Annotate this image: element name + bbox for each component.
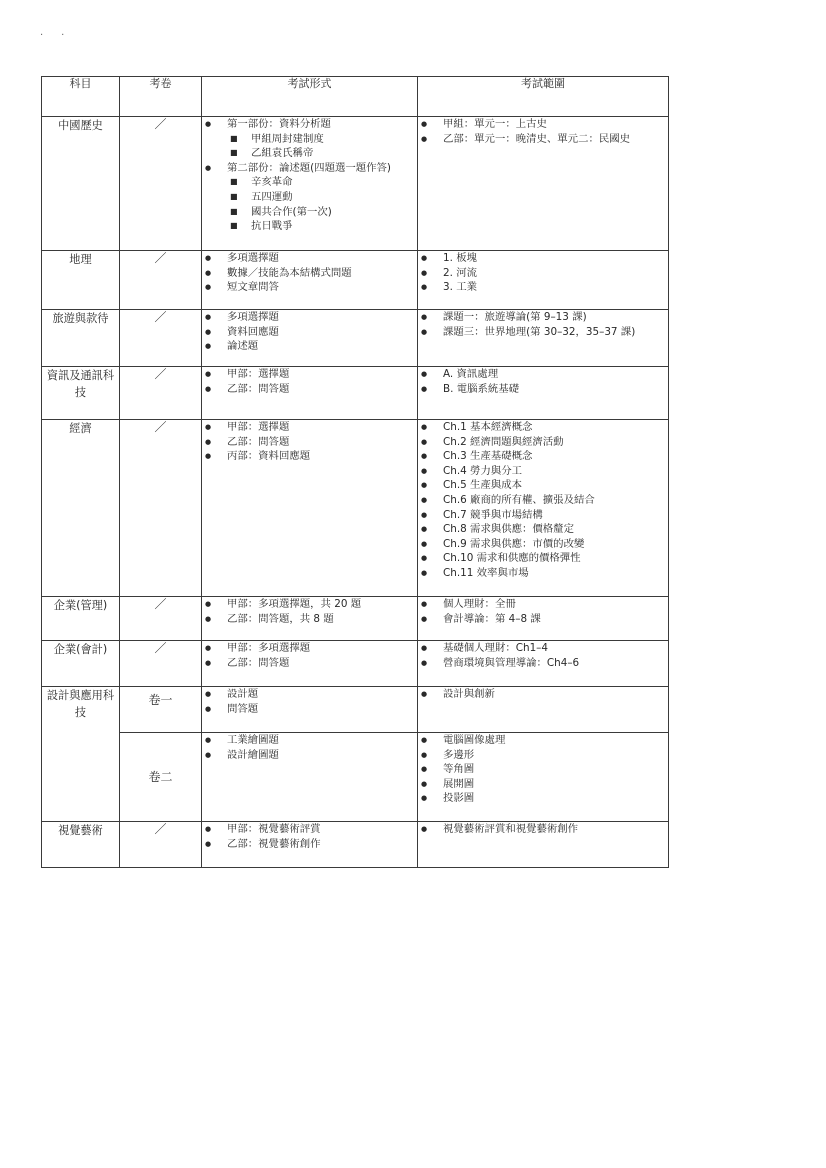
scope-item: ● Ch.3 生產基礎概念 [418,449,668,464]
format-item: ● 乙部：視覺藝術創作 [202,837,417,852]
format-item: ● 甲部：視覺藝術評賞 [202,822,417,837]
format-item: ● 第二部份：論述題(四題選一題作答) ■ 辛亥革命 ■ 五四運動 ■ 國共合作(第一次) ■ 抗日戰爭 [202,161,417,234]
paper-cell: ／ [120,251,202,310]
exam-table [41,76,669,868]
row-business-accounting [42,641,669,687]
scan-specks: ·· [40,30,83,41]
scope-item: ● Ch.6 廠商的所有權、擴張及結合 [418,493,668,508]
format-item: ● 數據／技能為本結構式問題 [202,266,417,281]
format-item: ● 第一部份：資料分析題 ■ 甲組周封建制度 ■ 乙組袁氏稱帝 [202,117,417,161]
scope-item: ● 視覺藝術評賞和視覺藝術創作 [418,822,668,837]
paper-cell: ／ [120,117,202,251]
scope-cell [418,310,669,367]
row-ict [42,367,669,420]
row-tourism [42,310,669,367]
row-dat-paper2 [42,733,669,822]
format-cell [202,310,418,367]
scope-item: ● 課題三：世界地理(第 30–32，35–37 課) [418,325,668,340]
scope-item: ● 多邊形 [418,748,668,763]
paper-cell: 卷二 [120,733,202,822]
paper-cell: ／ [120,822,202,868]
row-visual-arts [42,822,669,868]
paper-cell: ／ [120,641,202,687]
scope-item: ● A. 資訊處理 [418,367,668,382]
format-item: ● 乙部：問答題 [202,435,417,450]
scope-item: ● 2. 河流 [418,266,668,281]
subject-cell: 企業(會計) [42,641,120,687]
scope-cell [418,251,669,310]
scope-cell [418,822,669,868]
scope-item: ● Ch.4 勞力與分工 [418,464,668,479]
format-item: ● 設計繪圖題 [202,748,417,763]
format-item: ● 乙部：問答題 [202,382,417,397]
paper-cell: ／ [120,367,202,420]
scope-item: ● 營商環境與管理導論：Ch4–6 [418,656,668,671]
scope-item: ● Ch.9 需求與供應：市價的改變 [418,537,668,552]
scope-cell [418,420,669,597]
format-subitem: ■ 甲組周封建制度 [227,132,417,147]
header-scope: 考試範圍 [418,77,669,117]
paper-cell: ／ [120,597,202,641]
format-item: ● 甲部：多項選擇題 [202,641,417,656]
scope-cell [418,687,669,733]
scope-item: ● 1. 板塊 [418,251,668,266]
scope-item: ● Ch.5 生產與成本 [418,478,668,493]
scope-item: ● 設計與創新 [418,687,668,702]
scope-item: ● 個人理財：全冊 [418,597,668,612]
subject-cell: 設計與應用科技 [42,687,120,822]
scope-item: ● Ch.7 競爭與市場結構 [418,508,668,523]
row-chinese-history [42,117,669,251]
format-cell [202,687,418,733]
subject-cell: 經濟 [42,420,120,597]
format-item: ● 資料回應題 [202,325,417,340]
subject-cell: 企業(管理) [42,597,120,641]
paper-cell: 卷一 [120,687,202,733]
format-cell [202,367,418,420]
scope-item: ● Ch.2 經濟問題與經濟活動 [418,435,668,450]
header-format: 考試形式 [202,77,418,117]
scope-item: ● 基礎個人理財：Ch1–4 [418,641,668,656]
format-cell [202,597,418,641]
scope-item: ● 3. 工業 [418,280,668,295]
row-economics [42,420,669,597]
scope-item: ● 展開圖 [418,777,668,792]
format-item: ● 問答題 [202,702,417,717]
scope-cell [418,367,669,420]
scope-item: ● 電腦圖像處理 [418,733,668,748]
format-item: ● 乙部：問答題 [202,656,417,671]
format-subitem: ■ 抗日戰爭 [227,219,417,234]
row-geography [42,251,669,310]
format-cell [202,822,418,868]
format-item: ● 工業繪圖題 [202,733,417,748]
header-paper: 考卷 [120,77,202,117]
subject-cell: 中國歷史 [42,117,120,251]
scope-cell [418,733,669,822]
scope-item: ● 乙部：單元一：晚清史、單元二：民國史 [418,132,668,147]
format-cell [202,420,418,597]
scope-item: ● Ch.8 需求與供應：價格釐定 [418,522,668,537]
format-item: ● 多項選擇題 [202,251,417,266]
subject-cell: 旅遊與款待 [42,310,120,367]
format-subitem: ■ 乙組袁氏稱帝 [227,146,417,161]
scope-item: ● 甲組：單元一：上古史 [418,117,668,132]
scope-item: ● 等角圖 [418,762,668,777]
format-subitem: ■ 辛亥革命 [227,175,417,190]
format-item: ● 丙部：資料回應題 [202,449,417,464]
scope-item: ● 課題一：旅遊導論(第 9–13 課) [418,310,668,325]
format-item: ● 設計題 [202,687,417,702]
scope-cell [418,117,669,251]
scope-item: ● 投影圖 [418,791,668,806]
format-item: ● 甲部：選擇題 [202,367,417,382]
scope-item: ● Ch.10 需求和供應的價格彈性 [418,551,668,566]
subject-cell: 資訊及通訊科技 [42,367,120,420]
scope-item: ● Ch.11 效率與市場 [418,566,668,581]
format-item: ● 甲部：多項選擇題，共 20 題 [202,597,417,612]
header-row [42,77,669,117]
scope-item: ● B. 電腦系統基礎 [418,382,668,397]
scope-item: ● 會計導論：第 4–8 課 [418,612,668,627]
row-dat-paper1 [42,687,669,733]
format-item: ● 乙部：問答題，共 8 題 [202,612,417,627]
format-item: ● 論述題 [202,339,417,354]
format-cell [202,733,418,822]
subject-cell: 地理 [42,251,120,310]
paper-cell: ／ [120,420,202,597]
format-cell [202,641,418,687]
format-cell [202,251,418,310]
format-item: ● 短文章問答 [202,280,417,295]
scope-cell [418,597,669,641]
paper-cell: ／ [120,310,202,367]
scope-cell [418,641,669,687]
row-business-management [42,597,669,641]
format-item: ● 多項選擇題 [202,310,417,325]
format-subitem: ■ 五四運動 [227,190,417,205]
format-subitem: ■ 國共合作(第一次) [227,205,417,220]
format-cell [202,117,418,251]
scope-item: ● Ch.1 基本經濟概念 [418,420,668,435]
subject-cell: 視覺藝術 [42,822,120,868]
format-item: ● 甲部：選擇題 [202,420,417,435]
header-subject: 科目 [42,77,120,117]
